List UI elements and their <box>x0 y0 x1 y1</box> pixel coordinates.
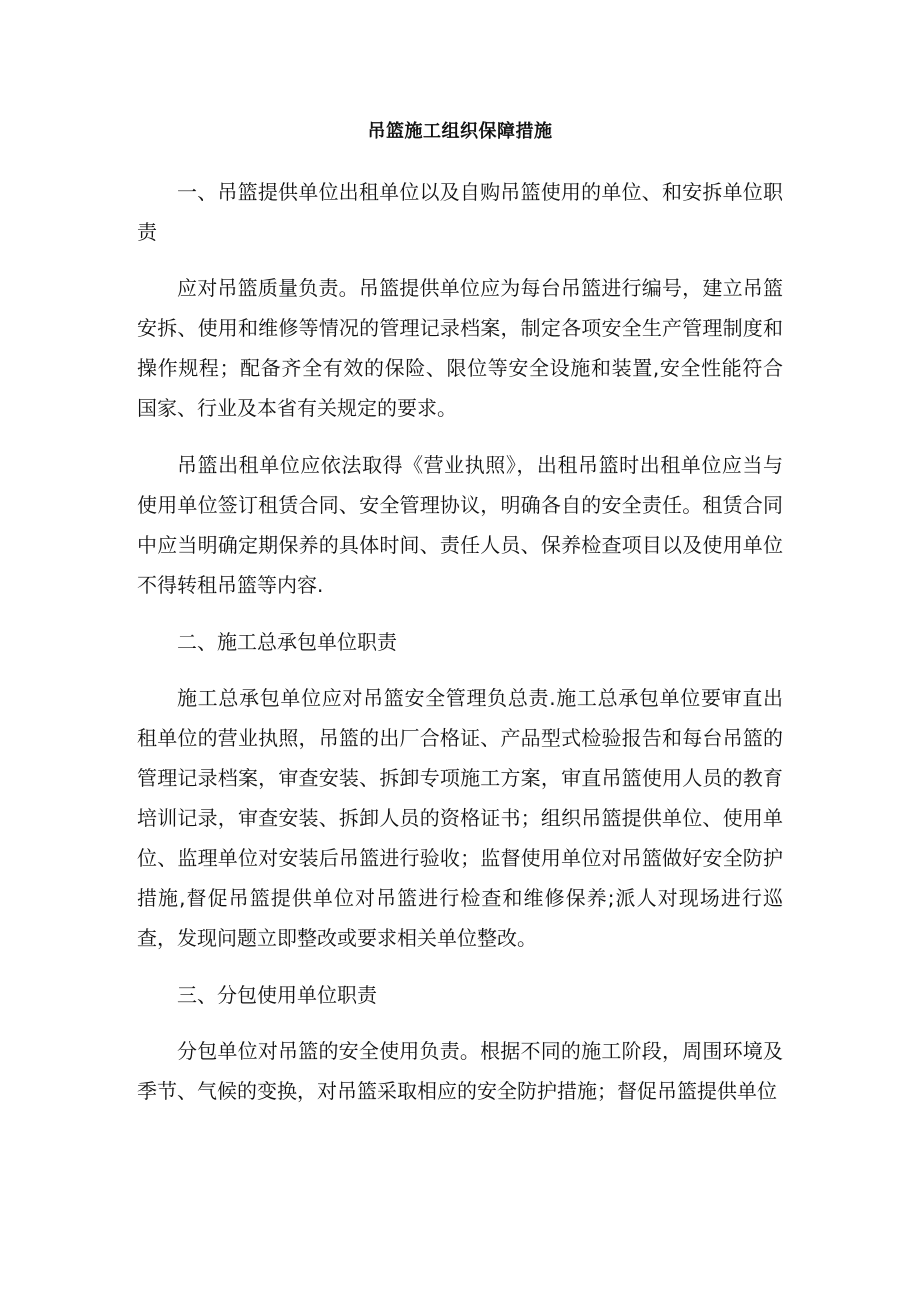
paragraph-quality-responsibility: 应对吊篮质量负责。吊篮提供单位应为每台吊篮进行编号，建立吊篮安拆、使用和维修等情况的管理记录档案，制定各项安全生产管理制度和操作规程；配备齐全有效的保险、限位等安全设施和装置,安全性能符合国家、行业及本省有关规定的要求。 <box>137 276 783 420</box>
document-body <box>137 172 783 1128</box>
section-heading-general-contractor-duties: 二、施工总承包单位职责 <box>177 630 397 654</box>
section-heading-provider-duties: 一、吊篮提供单位出租单位以及自购吊篮使用的单位、和安拆单位职责 <box>137 180 783 244</box>
paragraph-rental-contract: 吊篮出租单位应依法取得《营业执照》，出租吊篮时出租单位应当与使用单位签订租赁合同、安全管理协议，明确各自的安全责任。租赁合同中应当明确定期保养的具体时间、责任人员、保养检查项目以及使用单位不得转租吊篮等内容. <box>137 453 783 597</box>
paragraph-general-contractor-responsibility: 施工总承包单位应对吊篮安全管理负总责.施工总承包单位要审直出租单位的营业执照，吊篮的出厂合格证、产品型式检验报告和每台吊篮的管理记录档案，审查安装、拆卸专项施工方案，审直吊篮使用人员的教育培训记录，审查安装、拆卸人员的资格证书；组织吊篮提供单位、使用单位、监理单位对安装后吊篮进行验收；监督使用单位对吊篮做好安全防护措施,督促吊篮提供单位对吊篮进行检查和维修保养;派人对现场进行巡查，发现问题立即整改或要求相关单位整改。 <box>137 686 783 950</box>
section-heading-subcontractor-duties: 三、分包使用单位职责 <box>177 983 377 1007</box>
document-title: 吊篮施工组织保障措施 <box>367 121 553 142</box>
paragraph-subcontractor-responsibility: 分包单位对吊篮的安全使用负责。根据不同的施工阶段，周围环境及季节、气候的变换，对吊篮采取相应的安全防护措施；督促吊篮提供单位 <box>137 1039 783 1103</box>
